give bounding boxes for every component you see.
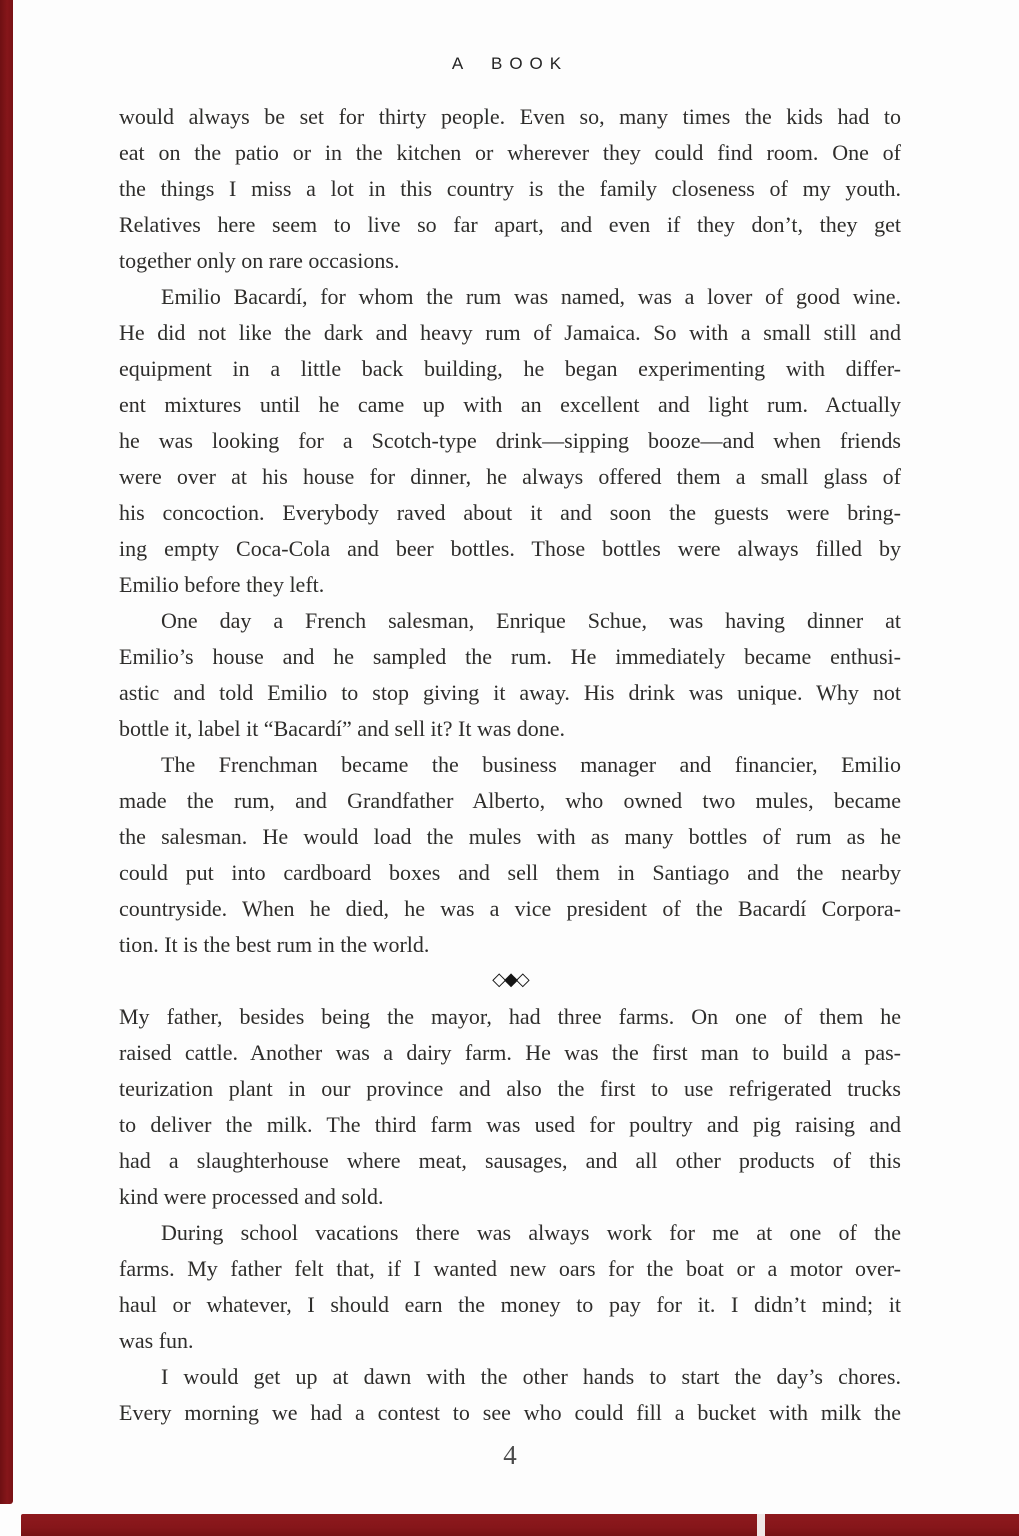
text-line: the things I miss a lot in this country is the family closeness of my youth. [119,176,901,201]
text-line: haul or whatever, I should earn the money to pay for it. I didn’t mind; it [119,1292,901,1317]
text-line: My father, besides being the mayor, had three farms. On one of them he [119,1004,901,1029]
text-line: Every morning we had a contest to see who could fill a bucket with milk the [119,1400,901,1425]
text-line: eat on the patio or in the kitchen or wherever they could find room. One of [119,140,901,165]
book-cover-left-edge [0,0,13,1504]
text-line: was fun. [119,1328,194,1353]
book-cover-bottom-edge [21,1514,1019,1536]
text-line: ing empty Coca-Cola and beer bottles. Those bottles were always filled by [119,536,901,561]
text-line: I would get up at dawn with the other hands to start the day’s chores. [161,1364,901,1389]
text-line: Emilio before they left. [119,572,325,597]
text-line: had a slaughterhouse where meat, sausages, and all other products of this [119,1148,901,1173]
text-line: astic and told Emilio to stop giving it away. His drink was unique. Why not [119,680,901,705]
text-line: He did not like the dark and heavy rum of Jamaica. So with a small still and [119,320,901,345]
text-line: farms. My father felt that, if I wanted new oars for the boat or a motor over- [119,1256,901,1281]
text-line: countryside. When he died, he was a vice president of the Bacardí Corpora- [119,896,901,921]
text-line: ent mixtures until he came up with an excellent and light rum. Actually [119,392,901,417]
running-header: A BOOK [451,54,569,73]
text-line: raised cattle. Another was a dairy farm. He was the first man to build a pas- [119,1040,901,1065]
text-line: made the rum, and Grandfather Alberto, who owned two mules, became [119,788,901,813]
text-line: Emilio Bacardí, for whom the rum was named, was a lover of good wine. [161,284,901,309]
text-line: kind were processed and sold. [119,1184,384,1209]
text-line: Emilio’s house and he sampled the rum. He immediately became enthusi- [119,644,901,669]
text-line: would always be set for thirty people. Even so, many times the kids had to [119,104,901,129]
text-line: One day a French salesman, Enrique Schue, was having dinner at [161,608,901,633]
text-line: together only on rare occasions. [119,248,400,273]
text-line: tion. It is the best rum in the world. [119,932,430,957]
page-number: 4 [503,1440,517,1470]
section-divider-ornament: ◇◆◇ [492,969,528,990]
text-line: equipment in a little back building, he began experimenting with differ- [119,356,901,381]
text-line: Relatives here seem to live so far apart, and even if they don’t, they get [119,212,901,237]
text-line: his concoction. Everybody raved about it and soon the guests were bring- [119,500,901,525]
cover-edge-notch [757,1514,765,1536]
text-line: The Frenchman became the business manager and financier, Emilio [161,752,901,777]
text-line: to deliver the milk. The third farm was used for poultry and pig raising and [119,1112,901,1137]
text-line: he was looking for a Scotch-type drink—sipping booze—and when friends [119,428,901,453]
text-line: were over at his house for dinner, he always offered them a small glass of [119,464,901,489]
text-line: could put into cardboard boxes and sell them in Santiago and the nearby [119,860,901,885]
text-line: During school vacations there was always work for me at one of the [161,1220,901,1245]
text-line: teurization plant in our province and also the first to use refrigerated trucks [119,1076,901,1101]
text-line: bottle it, label it “Bacardí” and sell it? It was done. [119,716,565,741]
text-column [119,99,901,1431]
text-line: the salesman. He would load the mules with as many bottles of rum as he [119,824,901,849]
